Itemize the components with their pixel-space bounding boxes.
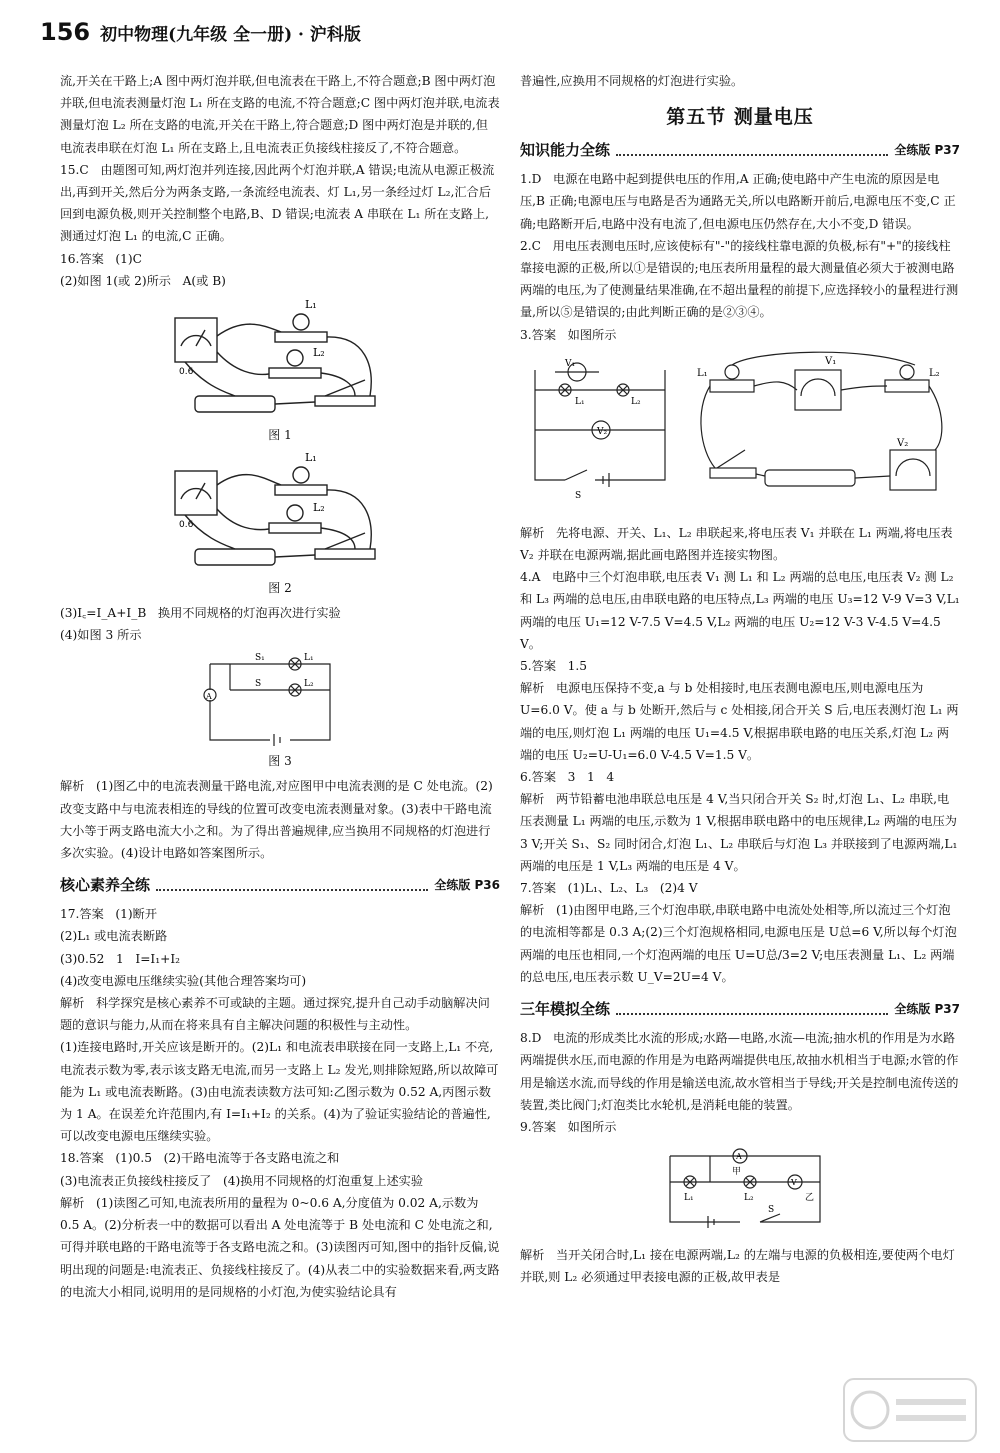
- section-three-ref: 全练版 P37: [894, 1002, 960, 1017]
- fig1-range: 0.6: [179, 367, 194, 378]
- lamp-bulb-l1: [293, 314, 309, 330]
- section-know-ref: 全练版 P37: [894, 143, 960, 158]
- fig3-s-label: S: [255, 679, 262, 690]
- answer-17: 17.答案 (1)断开 (2)L₁ 或电流表断路 (3)0.52 1 I=I₁+I₂ (4)改变电源电压继续实验(其他合理答案均可) 解析 科学探究是核心素养不可或缺的主题。通过探究,提升自己动手动脑解决问题的意识与能力,从而在将来具有自主解决问题的积极性与主动性。 (1)连接电路时,开关应该是断开的。(2)L₁ 和电流表串联接在同一支路上,L₁ 不亮,电流表示数为零,表示该支路无电流,而另一支路上 L₂ 发光,则排除短路,所以故障可能为 L₁ 或电流表断路。(3)由电流表读数方法可知:乙图示数为 0.52 A,丙图示数为 1 A。在误差允许范围内,有 I=I₁+I₂ 的关系。(4)为了验证实验结论的普遍性,可以改变电源电压继续实验。: [60, 907, 499, 1144]
- lamp-base-l1: [275, 332, 327, 342]
- figure-2-wiring: [165, 449, 395, 577]
- section-know-heading: [520, 139, 960, 160]
- answer-18: 18.答案 (1)0.5 (2)干路电流等于各支路电流之和 (3)电流表正负接线柱接反了 (4)换用不同规格的灯泡重复上述实验 解析 (1)读图乙可知,电流表所用的量程为 0~0.6 A,分度值为 0.02 A,示数为 0.5 A。(2)分析表一中的数据可以看出 A 处电流等于 B 处电流和 C 处电流之和,可得并联电路的干路电流等于各支路电流之和。(3)读图丙可知,图中的指针反偏,说明出现的问题是:电流表正、负接线柱接反了。(4)从表二中的实验数据来看,两支路的电流大小相同,说明用的是同规格的小灯泡,为使实验结论具有: [60, 1151, 500, 1299]
- dotted-leader: [156, 879, 428, 891]
- page-header: [40, 18, 970, 60]
- fig1-label-l1: L₁: [305, 298, 317, 312]
- answer-2: 2.C 用电压表测电压时,应该使标有"-"的接线柱靠电源的负极,标有"+"的接线柱靠接电源的正极,所以①是错误的;电压表所用量程的最大测量值必须大于被测电路两端的电压,为了使测量结果准确,在不超出量程的前提下,应选择较小的量程进行测量,所以⑤是错误的;由此判断正确的是②③④。: [520, 238, 959, 320]
- a9-ammeter-label: A: [736, 1152, 742, 1162]
- switch-base: [315, 396, 375, 406]
- section-core-title: 核心素养全练: [60, 876, 151, 895]
- a3-v2-label: V₂: [597, 426, 608, 437]
- answer-16-a: 16.答案 (1)C: [60, 251, 142, 266]
- answer-9-analysis: 解析 当开关闭合时,L₁ 接在电源两端,L₂ 的左端与电源的负极相连,要使两个电灯并联,则 L₂ 必须通过甲表接电源的正极,故甲表是: [520, 1248, 955, 1285]
- fig3-ammeter-label: A: [206, 692, 212, 702]
- figure-1-caption: 图 1: [268, 428, 292, 443]
- answer-8: 8.D 电流的形成类比水流的形成;水路—电路,水流—电流;抽水机的作用是为水路两端提供水压,而电源的作用是为电路两端提供电压,故抽水机相当于电源;水管的作用是输送水流,而导线的作用是输送电流,故水管相当于导线;开关是控制电流传送的装置,类比阀门;灯泡类比水轮机,是消耗电能的装置。: [520, 1031, 959, 1112]
- answer-4: 4.A 电路中三个灯泡串联,电压表 V₁ 测 L₁ 和 L₂ 两端的总电压,电压表 V₂ 测 L₂ 和 L₃ 两端的总电压,由串联电路的电压特点,L₃ 两端的电压 U₃=12 V-9 V=3 V,L₁ 两端的电压 U₁=12 V-7.5 V=4.5 V,L₂ 两端的电压 U₂=12 V-3 V-4.5 V=4.5 V。: [520, 570, 964, 651]
- watermark-logo: [840, 1375, 980, 1445]
- book-title: 初中物理(九年级 全一册) · 沪科版: [100, 25, 361, 45]
- answer-1: 1.D 电源在电路中起到提供电压的作用,A 正确;使电路中产生电流的原因是电压,B 正确;电源电压与电路是否为通路无关,所以电路断开前后,电源电压不变,C 正确;电路断开后,电路中没有电流了,但电源电压仍然存在,大小不变,D 错误。: [520, 172, 956, 231]
- a9-jia-label: 甲: [732, 1167, 742, 1178]
- figure-3-circuit: [200, 650, 360, 750]
- answer-3-figure: [525, 350, 955, 520]
- a3-wiring-v2: V₂: [897, 437, 909, 449]
- answer-5: 5.答案 1.5 解析 电源电压保持不变,a 与 b 处相接时,电压表测电源电压,则电源电压为 U=6.0 V。使 a 与 b 处断开,然后与 c 处相接,闭合开关 S 后,电压表测灯泡 L₁ 两端的电压,则灯泡 L₁ 两端的电压 U₁=4.5 V,根据串联电路的电压关系,灯泡 L₂ 两端的电压 U₂=U-U₁=6.0 V-4.5 V=1.5 V。: [520, 659, 959, 762]
- a3-wiring-l1: L₁: [697, 367, 708, 379]
- dotted-leader: [616, 144, 888, 156]
- answer-6: 6.答案 3 1 4 解析 两节铅蓄电池串联总电压是 4 V,当只闭合开关 S₂ 时,灯泡 L₁、L₂ 串联,电压表测量 L₁ 两端的电压,示数为 1 V,根据串联电路中的电压规律,L₂ 两端的电压为 3 V;开关 S₁、S₂ 同时闭合,灯泡 L₁、L₂ 串联后与灯泡 L₃ 并联接到了电源两端,L₁ 两端的电压是 1 V,L₃ 两端的电压是 4 V。: [520, 770, 958, 873]
- figure-3-caption: 图 3: [268, 754, 292, 769]
- fig1-label-l2: L₂: [313, 346, 325, 360]
- fig3-s1-label: S₁: [255, 653, 265, 664]
- a3-wiring-l2: L₂: [929, 367, 940, 379]
- a9-s-label: S: [768, 1205, 775, 1216]
- left-column: [60, 70, 500, 1303]
- lamp-bulb-l2: [287, 350, 303, 366]
- section-three-title: 三年模拟全练: [520, 1000, 611, 1019]
- answer-9: 9.答案 如图所示: [520, 1119, 617, 1134]
- a3-wiring-v1: V₁: [825, 355, 837, 367]
- a3-v1-label: V₁: [565, 358, 576, 369]
- section-three-heading: [520, 998, 960, 1019]
- right-para-top: 普遍性,应换用不同规格的灯泡进行实验。: [520, 74, 744, 88]
- a9-voltmeter-label: V: [791, 1178, 797, 1188]
- a9-yi-label: 乙: [805, 1193, 815, 1204]
- battery-box: [195, 396, 275, 412]
- ammeter-body: [175, 318, 217, 362]
- answer-16-c: (3)I꜀=I_A+I_B 换用不同规格的灯泡再次进行实验: [60, 606, 341, 621]
- fig3-l2-label: L₂: [304, 679, 314, 690]
- answer-16-d: (4)如图 3 所示: [60, 628, 142, 643]
- a9-l2-label: L₂: [744, 1193, 754, 1204]
- a3-l2-label: L₂: [631, 396, 641, 407]
- section-know-title: 知识能力全练: [520, 141, 611, 160]
- fig3-l1-label: L₁: [304, 653, 314, 664]
- answer-9-circuit: [650, 1142, 830, 1242]
- answer-15: 15.C 由题图可知,两灯泡并列连接,因此两个灯泡并联,A 错误;电流从电源正极流出,再到开关,然后分为两条支路,一条流经电流表、灯 L₁,另一条经过灯 L₂,汇合后回到电源负极,则开关控制整个电路,B、D 错误;电流表 A 串联在 L₁ 所在支路上,测通过灯泡 L₁ 的电流,C 正确。: [60, 162, 495, 244]
- a3-s-label: S: [575, 490, 582, 501]
- fig2-label-l2: L₂: [313, 501, 325, 515]
- section-core-ref: 全练版 P36: [434, 878, 500, 893]
- a9-l1-label: L₁: [684, 1193, 694, 1204]
- answer-3: 3.答案 如图所示: [520, 327, 617, 342]
- fig2-range: 0.6: [179, 520, 194, 531]
- dotted-leader: [616, 1003, 888, 1015]
- answer-7: 7.答案 (1)L₁、L₂、L₃ (2)4 V 解析 (1)由图甲电路,三个灯泡串联,串联电路中电流处处相等,所以流过三个灯泡的电流相等都是 0.3 A;(2)三个灯泡规格相同,电源电压是 U总=6 V,所以每个灯泡两端的电压也相同,一个灯泡两端的电压 U=U总/3=2 V;电压表测量 L₁、L₂ 两端的总电压,电压表示数 U_V=2U=4 V。: [520, 881, 957, 984]
- page-number: 156: [40, 18, 91, 46]
- left-para-top: 流,开关在干路上;A 图中两灯泡并联,但电流表在干路上,不符合题意;B 图中两灯泡并联,但电流表测量灯泡 L₁ 所在支路的电流,不符合题意;C 图中两灯泡并联,电流表测量灯泡 L₂ 所在支路的电流,开关在干路上,符合题意;D 图中两灯泡是并联的,但电流表串联在灯泡 L₁ 所在支路上,且电流表正负接线柱接反了,不符合题意。: [60, 74, 500, 155]
- section-core-heading: [60, 874, 500, 895]
- chapter-title: 第五节 测量电压: [666, 106, 814, 129]
- answer-16-analysis: 解析 (1)图乙中的电流表测量干路电流,对应图甲中电流表测的是 C 处电流。(2)改变支路中与电流表相连的导线的位置可改变电流表测量对象。(3)表中干路电流大小等于两支路电流大小之和。为了得出普遍规律,应当换用不同规格的灯泡进行多次实验。(4)设计电路如答案图所示。: [60, 779, 493, 861]
- lamp-base-l2: [269, 368, 321, 378]
- right-column: [520, 70, 964, 1289]
- figure-1-wiring: [165, 296, 395, 424]
- fig2-label-l1: L₁: [305, 451, 317, 465]
- a3-l1-label: L₁: [575, 396, 585, 407]
- answer-16-b: (2)如图 1(或 2)所示 A(或 B): [60, 273, 226, 288]
- figure-2-caption: 图 2: [268, 581, 292, 596]
- answer-3-analysis: 解析 先将电源、开关、L₁、L₂ 串联起来,将电压表 V₁ 并联在 L₁ 两端,将电压表 V₂ 并联在电源两端,据此画电路图并连接实物图。: [520, 525, 957, 563]
